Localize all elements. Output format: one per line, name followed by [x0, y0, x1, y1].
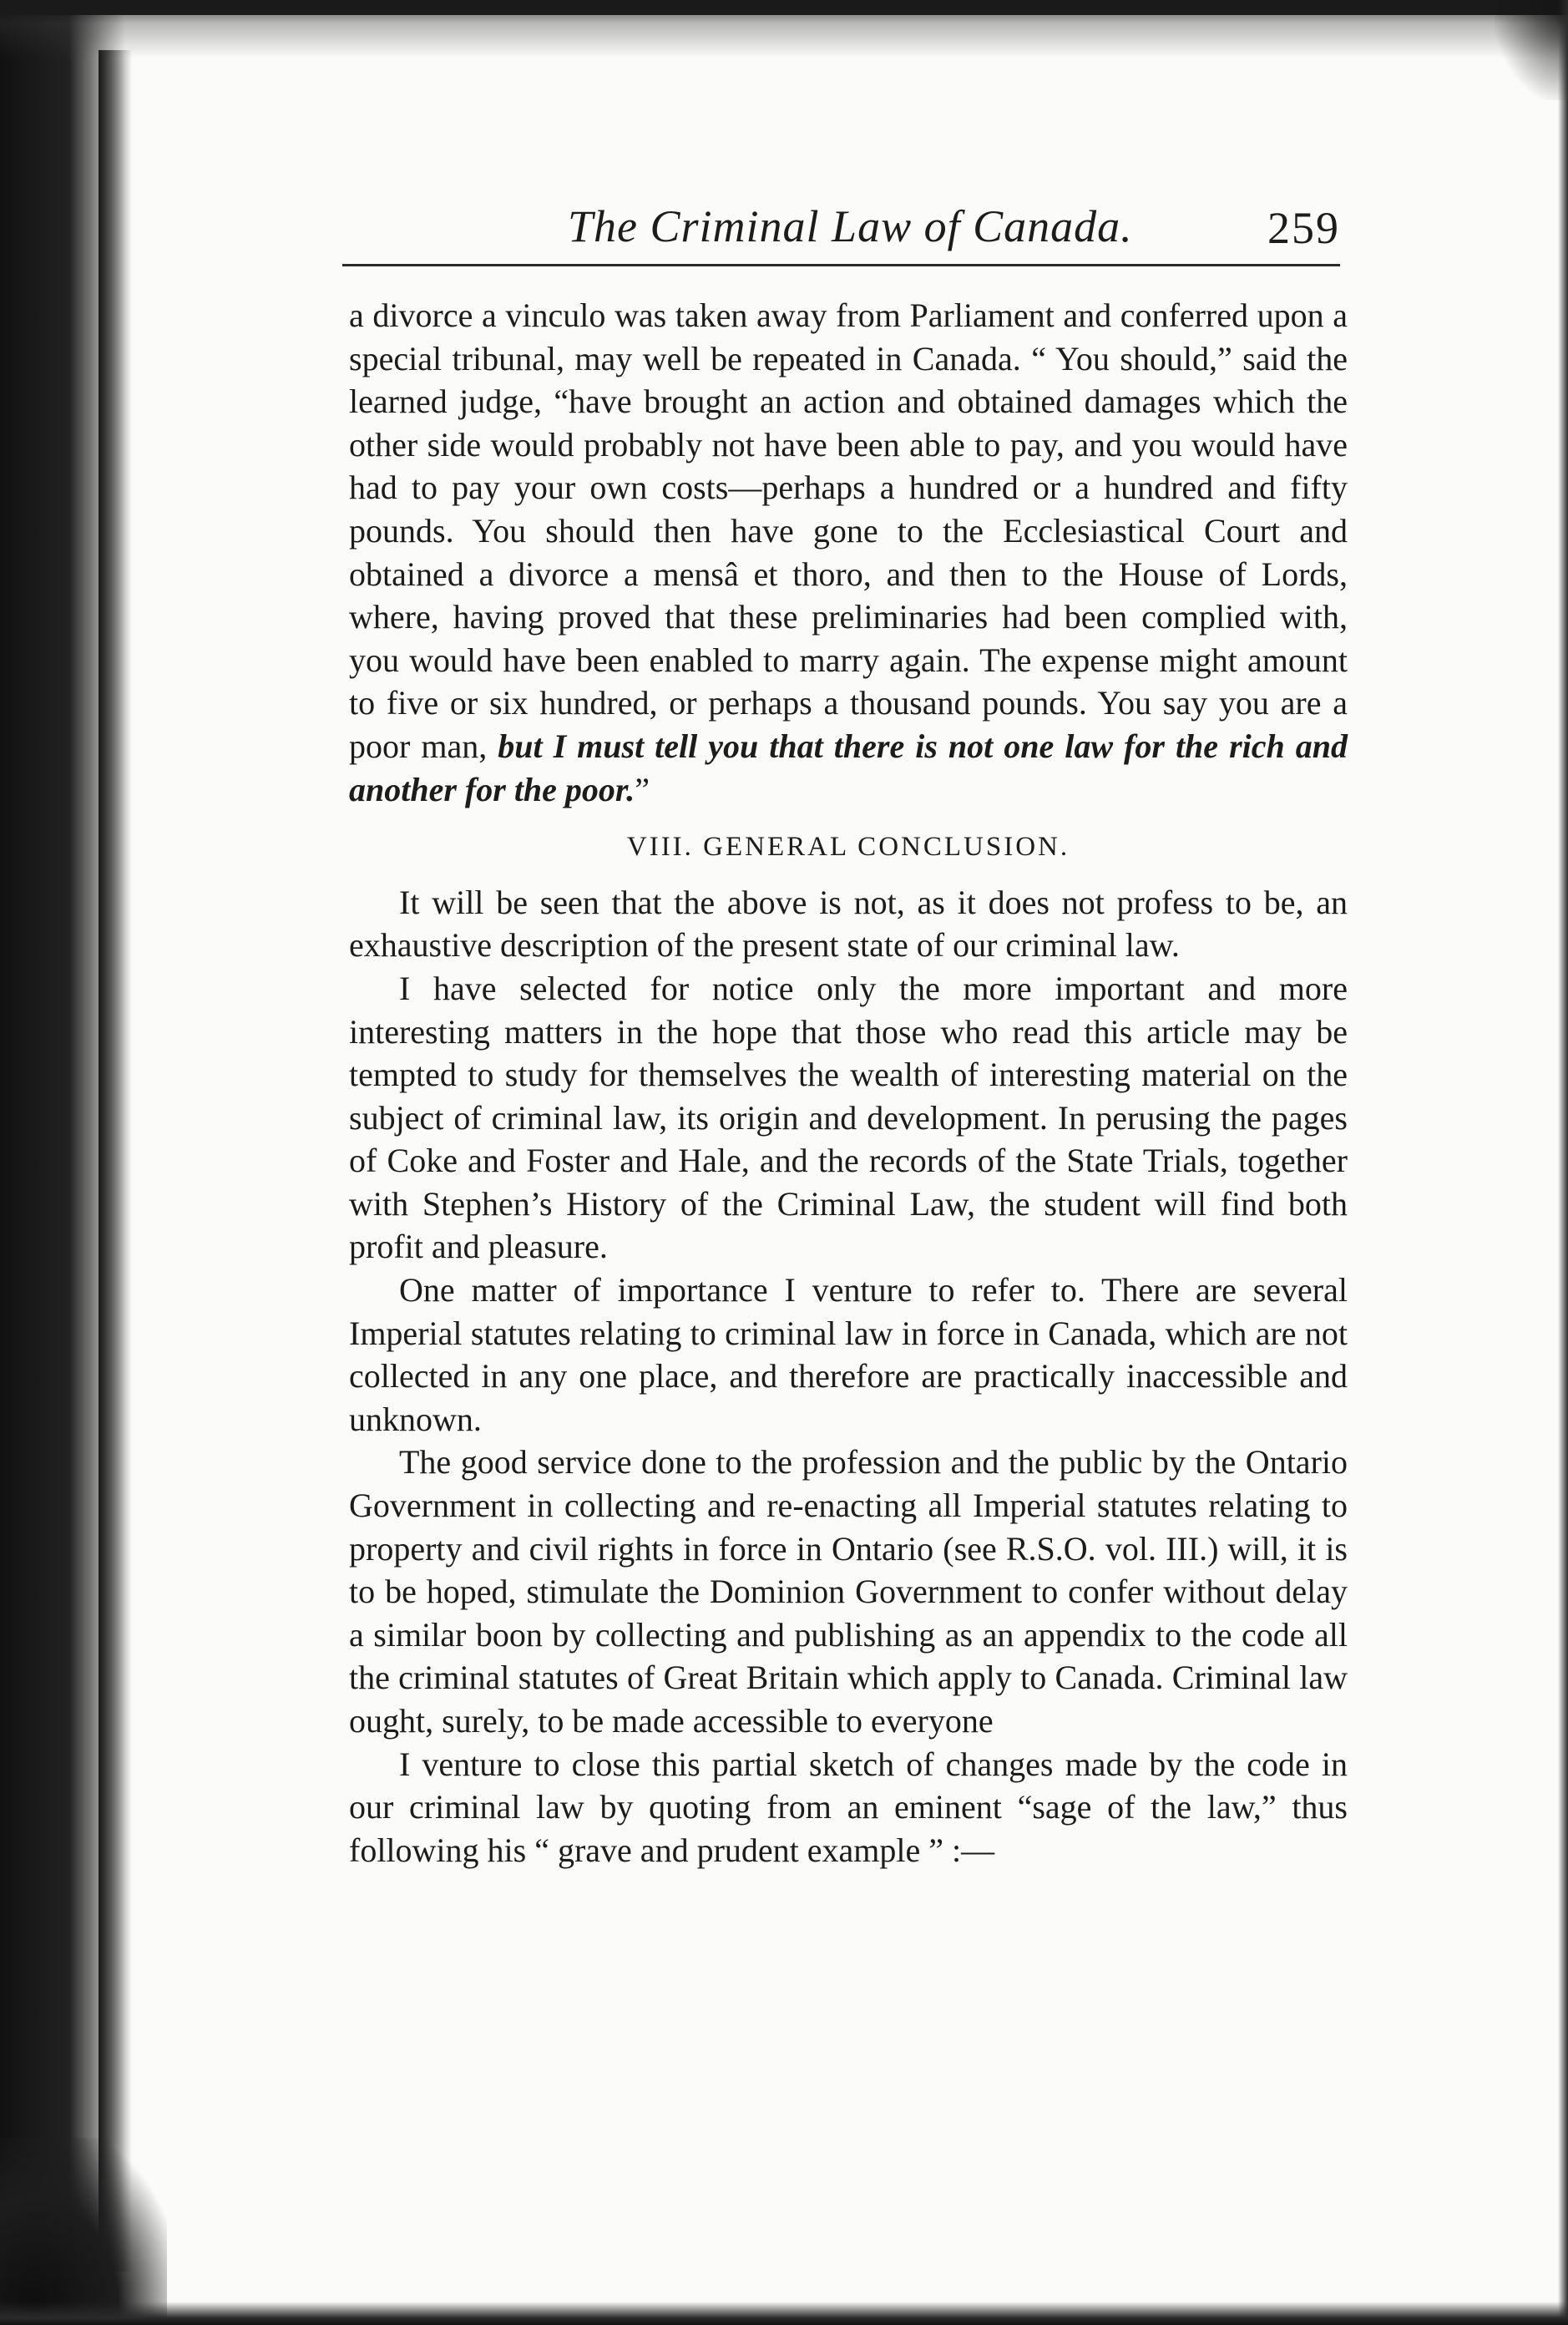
- emphasized-quote: but I must tell you that there is not one law for the rich and another for the poor.: [349, 727, 1348, 808]
- paragraph: I venture to close this partial sketch of changes made by the code in our criminal law by quoting from an eminent “sage of the law,” thus following his “ grave and prudent example ” :—: [349, 1745, 1348, 1869]
- paragraph: It will be seen that the above is not, as it does not profess to be, an exhaustive description of the present state of our criminal law.: [349, 883, 1348, 965]
- top-right-scan-smudge: [1495, 0, 1568, 100]
- header-rule: [342, 264, 1340, 266]
- top-page-edge: [0, 0, 1568, 15]
- paragraph: I have selected for notice only the more important and more interesting matters in the hope that those who read this article may be tempted to study for themselves the wealth of interesting material on the subject of criminal law, its origin and development. In perusing the pages of Coke and Foster and Hale, and the records of the State Trials, together with Stephen’s History of the Criminal Law, the student will find both profit and pleasure.: [349, 969, 1348, 1266]
- page-number: 259: [1267, 203, 1340, 253]
- continued-paragraph: [349, 294, 1348, 811]
- closing-quote-mark: ”: [635, 770, 650, 808]
- bottom-page-edge: [0, 2302, 1568, 2325]
- section-heading: VIII. GENERAL CONCLUSION.: [626, 832, 1070, 863]
- paragraph: One matter of importance I venture to refer to. There are several Imperial statutes relating to criminal law in force in Canada, which are not collected in any one place, and therefore are practically inaccessible and unknown.: [349, 1271, 1348, 1438]
- bottom-left-scan-smudge: [0, 2138, 167, 2325]
- right-page-edge: [1558, 0, 1568, 2325]
- running-title: The Criminal Law of Canada.: [568, 201, 1133, 251]
- continued-paragraph-text: a divorce a vinculo was taken away from Parliament and conferred upon a special tribunal, may well be repeated in Canada. “ You should,” said the learned judge, “have brought an action and obtained damages which the other side would probably not have been able to pay, and you would have had to pay your own costs—perhaps a hundred or a hundred and fifty pounds. You should then have gone to the Ecclesiastical Court and obtained a divorce a mensâ et thoro, and then to the House of Lords, where, having proved that these preliminaries had been complied with, you would have been enabled to marry again. The expense might amount to five or six hundred, or perhaps a thousand pounds. You say you are a poor man,: [349, 296, 1348, 765]
- paragraph: The good service done to the profession and the public by the Ontario Government in collecting and re-enacting all Imperial statutes relating to property and civil rights in force in Ontario (see R.S.O. vol. III.) will, it is to be hoped, stimulate the Dominion Government to confer without delay a similar boon by collecting and publishing as an appendix to the code all the criminal statutes of Great Britain which apply to Canada. Criminal law ought, surely, to be made accessible to everyone: [349, 1443, 1348, 1740]
- binding-shadow-inner: [99, 50, 132, 2272]
- body-text: [349, 294, 1348, 1872]
- running-head: [342, 185, 1340, 266]
